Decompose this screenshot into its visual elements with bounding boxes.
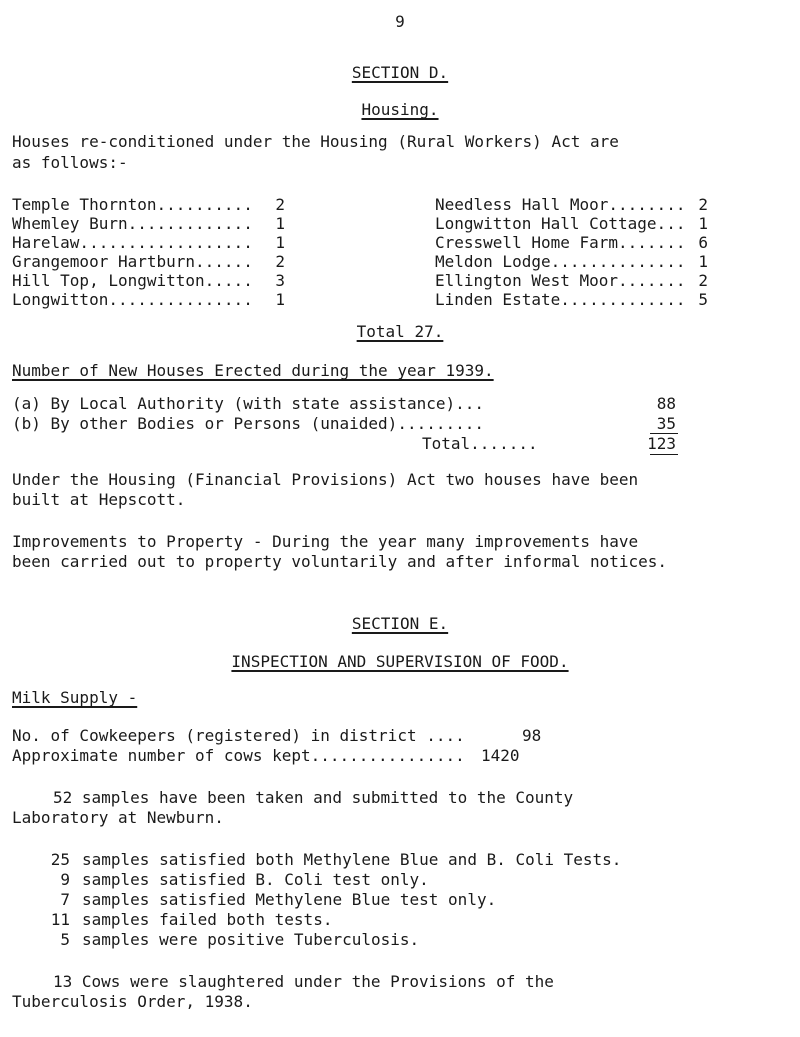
list-item: Hill Top, Longwitton..... <box>12 271 253 290</box>
list-item: Longwitton............... <box>12 290 253 309</box>
new-houses-heading: Number of New Houses Erected during the year 1939. <box>12 361 494 380</box>
improvements-line-1: Improvements to Property - During the year many improvements have <box>12 532 639 551</box>
housing-subheading: Housing. <box>361 100 439 119</box>
food-inspection-subheading: INSPECTION AND SUPERVISION OF FOOD. <box>231 652 569 671</box>
list-item: Whemley Burn............. <box>12 214 253 233</box>
list-item-count: 1 <box>698 252 708 271</box>
list-item-count: 2 <box>698 195 708 214</box>
cowkeepers-value: 98 <box>522 726 542 745</box>
total-underline <box>650 454 678 455</box>
list-item: Grangemoor Hartburn...... <box>12 252 253 271</box>
milk-supply-heading: Milk Supply - <box>12 688 138 707</box>
list-item: Meldon Lodge.............. <box>435 252 686 271</box>
result-text: samples satisfied both Methylene Blue and B. Coli Tests. <box>82 850 622 869</box>
list-item-count: 3 <box>275 271 285 290</box>
samples-line-1: 52 samples have been taken and submitted to the County <box>53 788 574 807</box>
page-number: 9 <box>395 12 405 31</box>
result-text: samples satisfied Methylene Blue test only. <box>82 890 497 909</box>
list-item-count: 2 <box>698 271 708 290</box>
result-text: samples were positive Tuberculosis. <box>82 930 420 949</box>
section-d-heading: SECTION D. <box>351 63 449 82</box>
result-count: 11 <box>50 910 70 929</box>
new-houses-row-b: (b) By other Bodies or Persons (unaided)......... <box>12 414 485 433</box>
list-item-count: 6 <box>698 233 708 252</box>
financial-line-1: Under the Housing (Financial Provisions) Act two houses have been <box>12 470 639 489</box>
new-houses-count-b: 35 <box>656 414 676 433</box>
result-text: samples satisfied B. Coli test only. <box>82 870 429 889</box>
intro-line-2: as follows:- <box>12 153 128 172</box>
result-count: 7 <box>60 890 70 909</box>
list-item-count: 2 <box>275 252 285 271</box>
list-item-count: 1 <box>698 214 708 233</box>
list-item: Linden Estate............. <box>435 290 686 309</box>
result-text: samples failed both tests. <box>82 910 333 929</box>
list-item: Temple Thornton.......... <box>12 195 253 214</box>
financial-line-2: built at Hepscott. <box>12 490 186 509</box>
cows-label: Approximate number of cows kept................ <box>12 746 465 765</box>
section-e-heading: SECTION E. <box>351 614 449 633</box>
samples-line-2: Laboratory at Newburn. <box>12 808 224 827</box>
slaughter-line-1: 13 Cows were slaughtered under the Provisions of the <box>53 972 554 991</box>
new-houses-total-label: Total....... <box>422 434 538 453</box>
list-item: Longwitton Hall Cottage... <box>435 214 686 233</box>
cowkeepers-label: No. of Cowkeepers (registered) in district .... <box>12 726 465 745</box>
improvements-line-2: been carried out to property voluntarily and after informal notices. <box>12 552 668 571</box>
reconditioned-total: Total 27. <box>356 322 444 341</box>
list-item: Needless Hall Moor........ <box>435 195 686 214</box>
list-item: Harelaw.................. <box>12 233 253 252</box>
new-houses-total: 123 <box>647 434 676 453</box>
result-count: 25 <box>50 850 70 869</box>
list-item: Ellington West Moor....... <box>435 271 686 290</box>
list-item: Cresswell Home Farm....... <box>435 233 686 252</box>
list-item-count: 1 <box>275 214 285 233</box>
list-item-count: 5 <box>698 290 708 309</box>
list-item-count: 2 <box>275 195 285 214</box>
result-count: 9 <box>60 870 70 889</box>
slaughter-line-2: Tuberculosis Order, 1938. <box>12 992 253 1011</box>
list-item-count: 1 <box>275 290 285 309</box>
new-houses-row-a: (a) By Local Authority (with state assistance)... <box>12 394 485 413</box>
cows-value: 1420 <box>481 746 520 765</box>
intro-line-1: Houses re-conditioned under the Housing (Rural Workers) Act are <box>12 132 619 151</box>
new-houses-count-a: 88 <box>656 394 676 413</box>
list-item-count: 1 <box>275 233 285 252</box>
result-count: 5 <box>60 930 70 949</box>
